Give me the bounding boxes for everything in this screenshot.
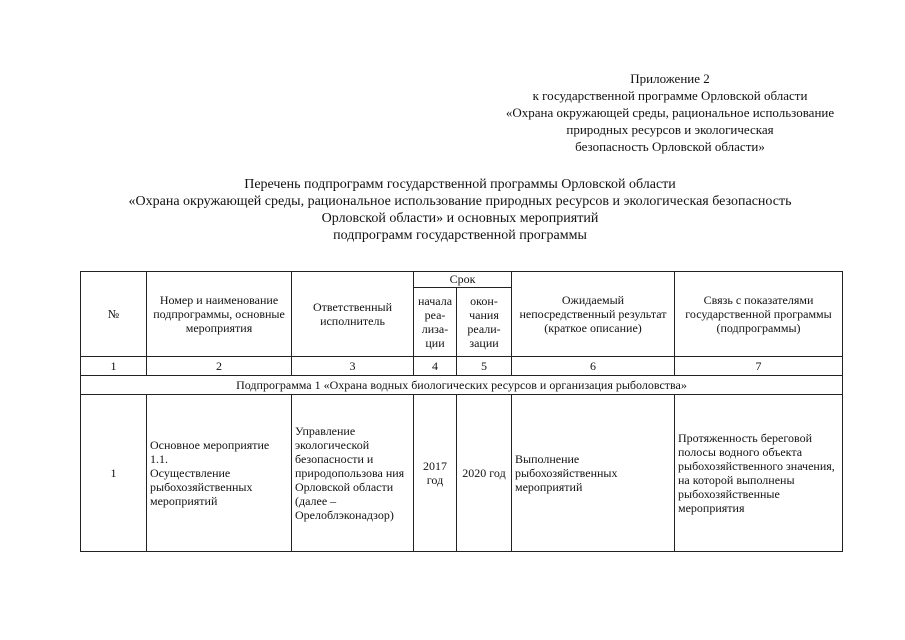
column-number: 2 xyxy=(147,357,292,376)
subprogram-row xyxy=(81,376,843,395)
column-number: 6 xyxy=(512,357,675,376)
row-start: 2017 год xyxy=(414,395,457,552)
row-link: Протяженность береговой полосы водного объекта рыбохозяйственного значения, на которой выполнены рыбохозяйственные мероприятия xyxy=(675,395,843,552)
header-row xyxy=(81,272,843,288)
header-start: начала реа- лиза- ции xyxy=(414,287,457,356)
table-row xyxy=(81,395,843,552)
appendix-line: «Охрана окружающей среды, рациональное использование xyxy=(505,105,835,120)
header-result: Ожидаемый непосредственный результат (краткое описание) xyxy=(512,272,675,357)
row-name: Основное мероприятие 1.1. Осуществление рыбохозяйственных мероприятий xyxy=(147,395,292,552)
title-line: «Охрана окружающей среды, рациональное использование природных ресурсов и экологическая безопасность xyxy=(128,194,792,209)
document-title xyxy=(60,176,860,244)
header-executor: Ответственный исполнитель xyxy=(292,272,414,357)
header-num: № xyxy=(81,272,147,357)
appendix-block xyxy=(480,70,860,155)
column-numbers-row xyxy=(81,357,843,376)
appendix-line: безопасность Орловской области» xyxy=(575,139,765,154)
title-line: Перечень подпрограмм государственной программы Орловской области xyxy=(244,177,676,192)
subprogram-title: Подпрограмма 1 «Охрана водных биологических ресурсов и организация рыболовства» xyxy=(81,376,843,395)
row-end: 2020 год xyxy=(457,395,512,552)
column-number: 7 xyxy=(675,357,843,376)
column-number: 5 xyxy=(457,357,512,376)
row-result: Выполнение рыбохозяйственных мероприятий xyxy=(512,395,675,552)
appendix-line: природных ресурсов и экологическая xyxy=(566,122,774,137)
row-num: 1 xyxy=(81,395,147,552)
header-link: Связь с показателями государственной программы (подпрограммы) xyxy=(675,272,843,357)
appendix-line: к государственной программе Орловской области xyxy=(532,88,808,103)
header-end: окон- чания реали- зации xyxy=(457,287,512,356)
title-line: подпрограмм государственной программы xyxy=(333,228,587,243)
title-line: Орловской области» и основных мероприятий xyxy=(321,211,599,226)
column-number: 1 xyxy=(81,357,147,376)
appendix-line: Приложение 2 xyxy=(630,71,710,86)
row-executor: Управление экологической безопасности и природопользова ния Орловской области (далее – Орелоблэконадзор) xyxy=(292,395,414,552)
subprograms-table xyxy=(80,271,843,552)
header-name: Номер и наименование подпрограммы, основные мероприятия xyxy=(147,272,292,357)
column-number: 4 xyxy=(414,357,457,376)
column-number: 3 xyxy=(292,357,414,376)
header-term: Срок xyxy=(414,272,512,288)
